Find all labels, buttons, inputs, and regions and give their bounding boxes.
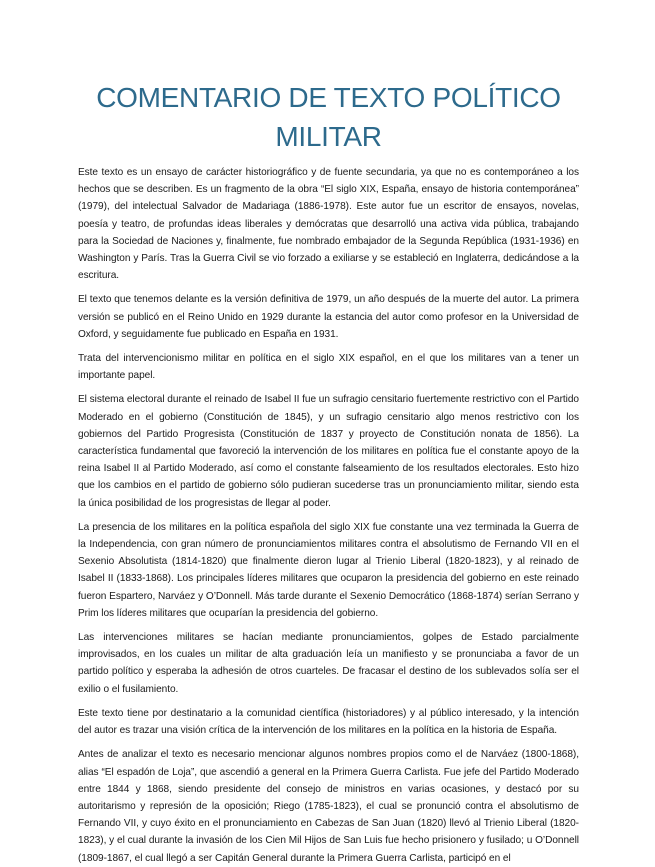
paragraph-versions: El texto que tenemos delante es la versión definitiva de 1979, un año después de la muerte del autor. La primera versión se publicó en el Reino Unido en 1929 durante la estancia del autor como profesor en la Universidad de Oxford, y seguidamente fue publicado en España en 1931. — [78, 294, 579, 340]
document-title — [78, 78, 579, 156]
paragraph-topic: Trata del intervencionismo militar en política en el siglo XIX español, en el que los militares van a tener un importante papel. — [78, 353, 579, 382]
paragraph-proper-names: Antes de analizar el texto es necesario mencionar algunos nombres propios como el de Narváez (1800-1868), alias “El espadón de Loja”, que ascendió a general en la Primera Guerra Carlista. Fue jefe del Partido Moderado entre 1844 y 1868, siendo presidente del consejo de ministros en varias ocasiones, y destacó por su autoritarismo y represión de la oposición; Riego (1785-1823), el cual se pronunció contra el absolutismo de Fernando VII, y cuyo éxito en el pronunciamiento en Cabezas de San Juan (1820) llevó al Trienio Liberal (1820-1823), y el cual durante la invasión de los Cien Mil Hijos de San Luis fue hecho prisionero y fusilado; u O’Donnell (1809-1867, el cual llegó a ser Capitán General durante la Primera Guerra Carlista, participó en el — [78, 749, 579, 864]
paragraph-military-presence: La presencia de los militares en la política española del siglo XIX fue constante una vez terminada la Guerra de la Independencia, con gran número de pronunciamientos militares contra el absolutismo de Fernando VII en el Sexenio Absolutista (1814-1820) que finalmente dieron lugar al Trienio Liberal (1820-1823), y al reinado de Isabel II (1833-1868). Los principales líderes militares que ocuparon la presidencia del gobierno en este reinado fueron Espartero, Narváez y O’Donnell. Más tarde durante el Sexenio Democrático (1868-1874) serían Serrano y Prim los líderes militares que ocuparían la presidencia del gobierno. — [78, 521, 579, 619]
paragraph-electoral-system: El sistema electoral durante el reinado de Isabel II fue un sufragio censitario fuertemente restrictivo con el Partido Moderado en el gobierno (Constitución de 1845), y un sufragio censitario algo menos restrictivo con los gobiernos del Partido Progresista (Constitución de 1837 y proyecto de Constitución nonata de 1856). La característica fundamental que favoreció la intervención de los militares en política fue el constante apoyo de la reina Isabel II al Partido Moderado, así como el constante falseamiento de los resultados electorales. Esto hizo que los cambios en el partido de gobierno sólo pudieran sucederse tras un pronunciamiento militar, siendo esta la única posibilidad de los progresistas de llegar al poder. — [78, 394, 579, 509]
paragraph-interventions: Las intervenciones militares se hacían mediante pronunciamientos, golpes de Estado parcialmente improvisados, en los cuales un militar de alta graduación leía un manifiesto y se pronunciaba a favor de un partido político y esperaba la adhesión de otros cuarteles. De fracasar el destino de los sublevados solía ser el exilio o el fusilamiento. — [78, 632, 579, 695]
title-line-2: MILITAR — [275, 121, 382, 152]
paragraph-audience: Este texto tiene por destinatario a la comunidad científica (historiadores) y al público interesado, y la intención del autor es trazar una visión crítica de la intervención de los militares en la política en la historia de España. — [78, 707, 579, 737]
paragraph-author: Este texto es un ensayo de carácter historiográfico y de fuente secundaria, ya que no es contemporáneo a los hechos que se describen. Es un fragmento de la obra “El siglo XIX, España, ensayo de historia contemporánea” (1979), del intelectual Salvador de Madariaga (1886-1978). Este autor fue un escritor de ensayos, novelas, poesía y teatro, de profundas ideas liberales y demócratas que desarrolló una activa vida pública, trabajando para la Sociedad de Naciones y, finalmente, fue nombrado embajador de la Segunda República (1931-1936) en Washington y París. Tras la Guerra Civil se vio forzado a exiliarse y se estableció en Inglaterra, dedicándose a la escritura. — [78, 167, 579, 282]
title-line-1: COMENTARIO DE TEXTO POLÍTICO — [96, 82, 561, 113]
